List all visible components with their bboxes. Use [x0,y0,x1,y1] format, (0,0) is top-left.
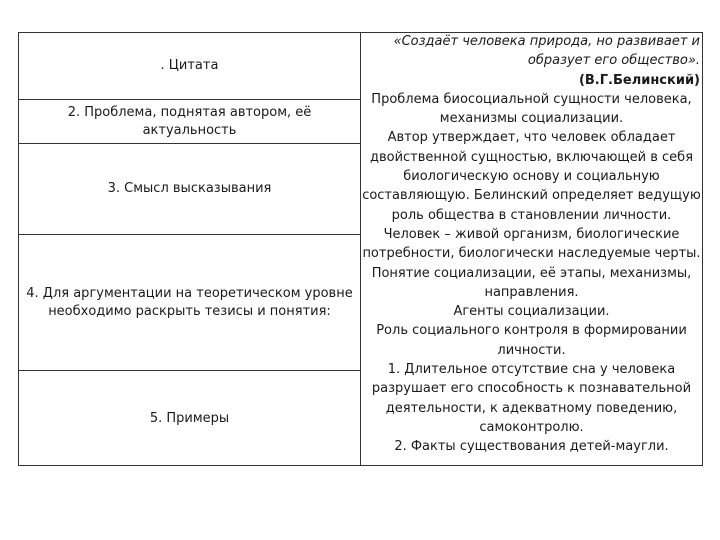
example-line: деятельности, к адекватному поведению, [385,400,678,416]
example-line: 2. Факты существования детей-маугли. [394,439,669,455]
argument-line: Человек – живой организм, биологические [383,226,680,242]
argument-line: Роль социального контроля в формировании [376,323,687,339]
example-line: самоконтролю. [479,419,584,435]
row-problem-label [19,100,360,143]
argument-line: потребности, биологически наследуемые черты. [362,246,701,262]
argument-label-line: 4. Для аргументации на теоретическом уровне [26,285,353,301]
quote-line: образует его общество». [527,53,700,69]
meaning-line: роль общества в становлении личности. [391,207,672,223]
meaning-line: составляющую. Белинский определяет ведущую [362,188,701,204]
meaning-line: двойственной сущностью, включающей в себя [369,149,694,165]
quote-block [361,32,702,90]
example-line: 1. Длительное отсутствие сна у человека [387,362,676,378]
row-argument-label [19,235,360,370]
left-column [19,33,361,465]
problem-label: 2. Проблема, поднятая автором, её актуальность [67,104,312,138]
row-examples-label [19,371,360,467]
argument-label-line: необходимо раскрыть тезисы и понятия: [48,303,331,319]
problem-line: Проблема биосоциальной сущности человека, [371,91,692,107]
quote-label: . Цитата [160,58,219,73]
meaning-line: биологическую основу и социальную [403,169,660,185]
content-text [361,90,702,457]
argument-line: Понятие социализации, её этапы, механизмы, [371,265,692,281]
quote-author: (В.Г.Белинский) [578,72,700,88]
problem-line: механизмы социализации. [439,111,624,127]
example-line: разрушает его способность к познавательной [371,381,692,397]
row-quote-label [19,33,360,99]
right-column [361,33,702,465]
meaning-label: 3. Смысл высказывания [107,181,272,196]
row-meaning-label [19,144,360,234]
argument-line: Агенты социализации. [453,304,610,320]
argument-line: личности. [497,342,566,358]
content-table [18,32,703,466]
examples-label: 5. Примеры [149,411,230,426]
quote-line: «Создаёт человека природа, но развивает и [393,34,700,49]
meaning-line: Автор утверждает, что человек обладает [387,130,676,146]
argument-line: направления. [484,284,579,300]
